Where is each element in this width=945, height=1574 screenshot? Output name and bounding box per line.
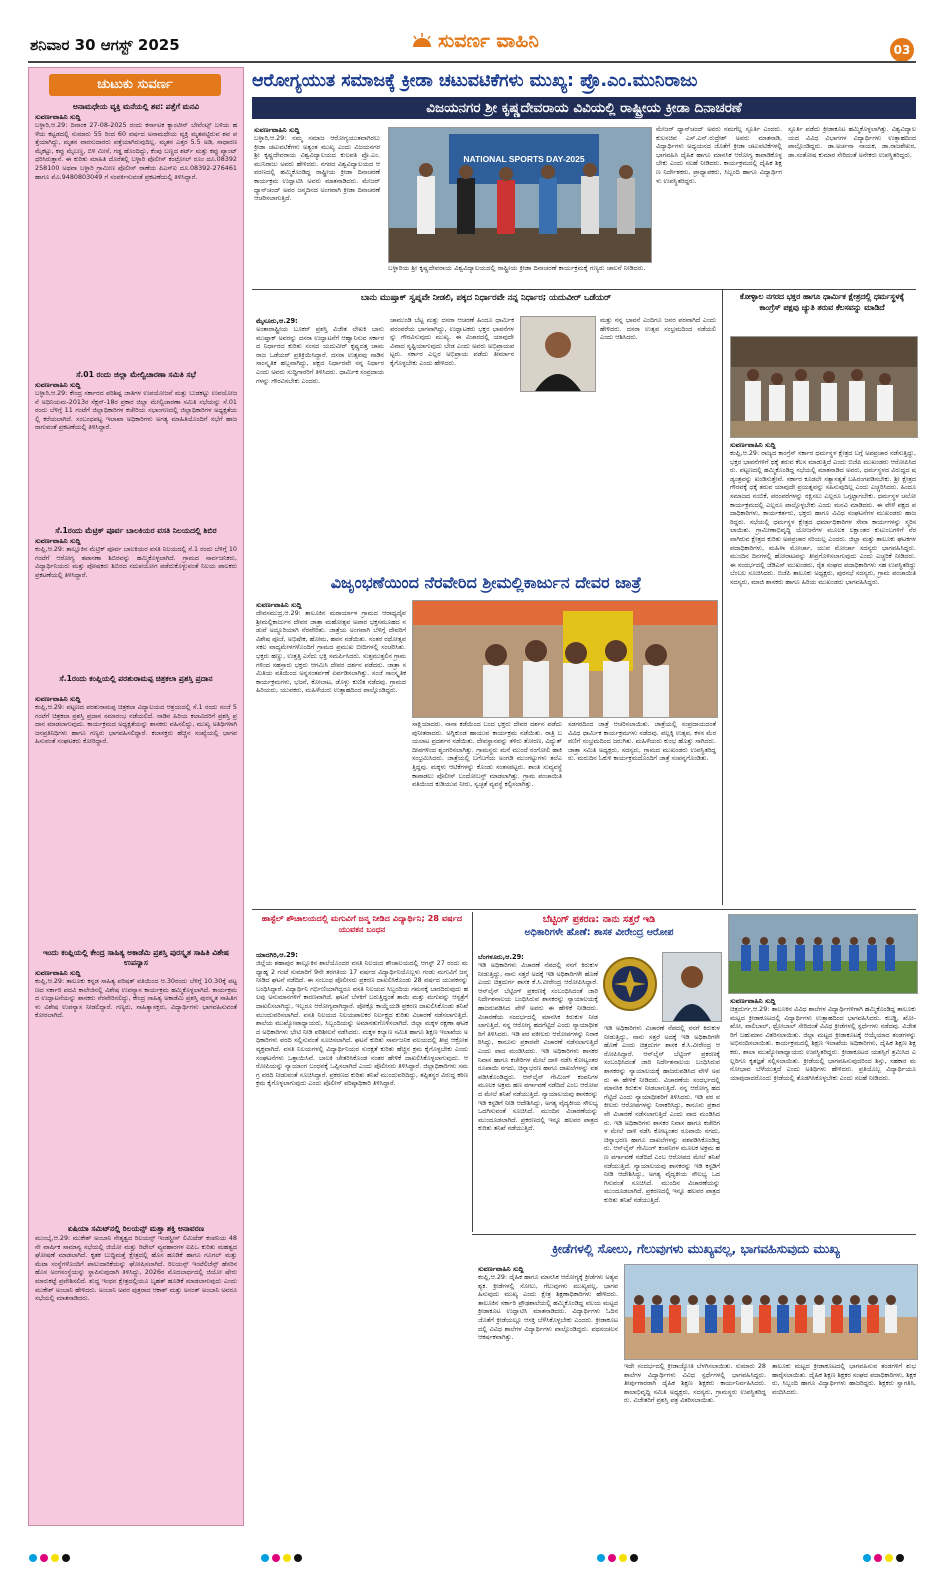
cricket-body: ಚಿತ್ರದುರ್ಗ,ಆ.29: ತಾಲೂಕಿನ ವಿವಿಧ ಶಾಲೆಗಳ ವಿದ್ಯಾರ್ಥಿಗಳಿಗಾಗಿ ಹಮ್ಮಿಕೊಂಡಿದ್ದ ತಾಲೂಕು ಮಟ್ಟದ ಕ್ರೀಡಾಕೂಟದಲ್ಲಿ ವಿದ್ಯಾರ್ಥಿಗಳು ಉತ್ಸಾಹದಿಂದ ಭಾಗವಹಿಸಿದರು. ಕಬಡ್ಡಿ, ಖೋ-ಖೋ, ವಾಲಿಬಾಲ್, ಥ್ರೋಬಾಲ್ ಸೇರಿದಂತೆ ವಿವಿಧ ಕ್ರೀಡೆಗಳಲ್ಲಿ ಸ್ಪರ್ಧೆಗಳು ನಡೆದವು. ವಿಜೇತರಿಗೆ ಬಹುಮಾನ ವಿತರಿಸಲಾಯಿತು. ಜಿಲ್ಲಾ ಮಟ್ಟದ ಕ್ರೀಡಾಕೂಟಕ್ಕೆ ಆಯ್ಕೆಯಾದ ತಂಡಗಳನ್ನು ಅಭಿನಂದಿಸಲಾಯಿತು. ಕಾರ್ಯಕ್ರಮದಲ್ಲಿ ಶಿಕ್ಷಣ ಇಲಾಖೆಯ ಅಧಿಕಾರಿಗಳು, ದೈಹಿಕ ಶಿಕ್ಷಣ ಶಿಕ್ಷಕರು, ಶಾಲಾ ಮುಖ್ಯೋಪಾಧ್ಯಾಯರು ಉಪಸ್ಥಿತರಿದ್ದರು. ಕ್ರೀಡಾಕೂಟದ ಯಶಸ್ಸಿಗೆ ಶ್ರಮಿಸಿದ ಎಲ್ಲರಿಗೂ ಕೃತಜ್ಞತೆ ಸಲ್ಲಿಸಲಾಯಿತು. ಕ್ರೀಡೆಯಲ್ಲಿ ಭಾಗವಹಿಸುವುದರಿಂದ ಶಿಸ್ತು, ಸಹಕಾರ ಮನೋಭಾವ ಬೆಳೆಯುತ್ತದೆ ಎಂದು ಅತಿಥಿಗಳು ಹೇಳಿದರು. ಪ್ರತಿಯೊಬ್ಬ ವಿದ್ಯಾರ್ಥಿಯೂ ಯಾವುದಾದರೊಂದು ಕ್ರೀಡೆಯಲ್ಲಿ ತೊಡಗಿಸಿಕೊಳ್ಳಬೇಕು ಎಂದು ಸಲಹೆ ನೀಡಿದರು. <box>730 1005 916 1082</box>
jatre-body-right: ಸಡಗರದಿಂದ ಜಾತ್ರೆ ಆಚರಿಸಲಾಯಿತು. ಜಾತ್ರೆಯಲ್ಲಿ ಸಂಪ್ರದಾಯದಂತೆ ವಿವಿಧ ಧಾರ್ಮಿಕ ಕಾರ್ಯಕ್ರಮಗಳು ನಡೆದವು. ಪಲ್ಲಕ್ಕಿ ಉತ್ಸವ, ಕಳಸ ಮೆರವಣಿಗೆ ಸಂಭ್ರಮದಿಂದ ಜರುಗಿತು. ಮಹಿಳೆಯರು ಕುಂಭ ಹೊತ್ತು ಸಾಗಿದರು. ಜಾತ್ರಾ ಸಮಿತಿ ಅಧ್ಯಕ್ಷರು, ಸದಸ್ಯರು, ಗ್ರಾಮದ ಮುಖಂಡರು ಉಪಸ್ಥಿತರಿದ್ದರು. ಮರುದಿನ ಓಕುಳಿ ಕಾರ್ಯಕ್ರಮದೊಂದಿಗೆ ಜಾತ್ರೆ ಸಂಪನ್ನಗೊಂಡಿತು. <box>568 720 716 763</box>
jatre-body-mid: ಸಾಕ್ಷಿಯಾದರು. ನಾನಾ ಕಡೆಯಿಂದ ಬಂದ ಭಕ್ತರು ದೇವರ ದರ್ಶನ ಪಡೆದು ಪುನೀತರಾದರು. ಅಗ್ನಿಕುಂಡ ಹಾಯುವ ಕಾರ್ಯಕ್ರಮ ನಡೆಯಿತು. ರಾತ್ರಿ ಬಯಲಾಟ ಪ್ರದರ್ಶನ ನಡೆಯಿತು. ದೇವಸ್ಥಾನವನ್ನು ತಳಿರು ತೋರಣ, ವಿದ್ಯುತ್ ದೀಪಗಳಿಂದ ಶೃಂಗರಿಸಲಾಗಿತ್ತು. ಗ್ರಾಮಸ್ಥರು ಮನೆ ಮುಂದೆ ರಂಗೋಲಿ ಹಾಕಿ ಸಂಭ್ರಮಿಸಿದರು. ಜಾತ್ರೆಯಲ್ಲಿ ಬಗೆಬಗೆಯ ಅಂಗಡಿ ಮುಂಗಟ್ಟುಗಳು ತಲೆಎತ್ತಿದ್ದವು. ಮಕ್ಕಳು ಆಟಿಕೆಗಳನ್ನು ಕೊಂಡು ಸಂತಸಪಟ್ಟರು. ಶಾಂತಿ ಸುವ್ಯವಸ್ಥೆ ಕಾಪಾಡಲು ಪೊಲೀಸ್ ಬಂದೋಬಸ್ತ್ ಮಾಡಲಾಗಿತ್ತು. ಗ್ರಾಮ ಪಂಚಾಯಿತಿ ವತಿಯಿಂದ ಕುಡಿಯುವ ನೀರು, ಸ್ವಚ್ಛತೆ ವ್ಯವಸ್ಥೆ ಕಲ್ಪಿಸಲಾಗಿತ್ತು. <box>412 720 562 789</box>
betting-headline-line1: ಬೆಟ್ಟಿಂಗ್ ಪ್ರಕರಣ: ನಾನು ಸತ್ತರೆ ಇಡಿ <box>542 914 656 925</box>
bhanu-col-a <box>256 316 384 566</box>
jatre-headline: ವಿಜೃಂಭಣೆಯಿಂದ ನೆರವೇರಿದ ಶ್ರೀಮಲ್ಲಿಕಾರ್ಜುನ ದೇವರ ಜಾತ್ರೆ <box>330 573 642 592</box>
sports-body-c: ತಾಲೂಕು ಮಟ್ಟದ ಕ್ರೀಡಾಕೂಟದಲ್ಲಿ ಭಾಗವಹಿಸುವ ತಂಡಗಳಿಗೆ ಶುಭ ಹಾರೈಸಲಾಯಿತು. ದೈಹಿಕ ಶಿಕ್ಷಣ ಶಿಕ್ಷಕರ ಸಂಘದ ಪದಾಧಿಕಾರಿಗಳು, ಶಿಕ್ಷಕರು, ಸಿಬ್ಬಂದಿ ಹಾಗೂ ವಿದ್ಯಾರ್ಥಿಗಳು ಹಾಜರಿದ್ದರು. ಶಿಕ್ಷಕರು ಸ್ವಾಗತಿಸಿ, ವಂದಿಸಿದರು. <box>772 1362 916 1396</box>
column-divider <box>472 912 473 1232</box>
sidebar-item-heading: ಅನಾಮಧೇಯ ವ್ಯಕ್ತಿ ಮನೆಯಲ್ಲಿ ಶವ: ಪತ್ತೆಗೆ ಮನವಿ <box>72 102 200 111</box>
lead-body-right: ಮೇಜರ್ ಧ್ಯಾನ್‌ಚಂದ್ ಅವರು ನಮಗೆಲ್ಲ ಸ್ಫೂರ್ತಿ ಎಂದರು. ಕುಲಸಚಿವ ಎಸ್.ಎನ್.ರುದ್ರೇಶ್ ಅವರು ಮಾತನಾಡಿ, ವಿದ್ಯಾರ್ಥಿಗಳು ಅಧ್ಯಯನದ ಜೊತೆಗೆ ಕ್ರೀಡಾ ಚಟುವಟಿಕೆಗಳಲ್ಲಿ ಭಾಗವಹಿಸಿ ದೈಹಿಕ ಹಾಗೂ ಮಾನಸಿಕ ಆರೋಗ್ಯ ಕಾಪಾಡಿಕೊಳ್ಳಬೇಕು ಎಂದು ಸಲಹೆ ನೀಡಿದರು. ಕಾರ್ಯಕ್ರಮದಲ್ಲಿ ದೈಹಿಕ ಶಿಕ್ಷಣ ನಿರ್ದೇಶಕರು, ಪ್ರಾಧ್ಯಾಪಕರು, ಸಿಬ್ಬಂದಿ ಹಾಗೂ ವಿದ್ಯಾರ್ಥಿಗಳು ಉಪಸ್ಥಿತರಿದ್ದರು. <box>656 125 782 185</box>
sidebar-item-body: ಕಂಪ್ಲಿ,ಆ.29: ತಾಲ್ಲೂಕಿನ ಮೆಟ್ರಿಕ್ ಪೂರ್ವ ಬಾಲಕಿಯರ ವಸತಿ ನಿಲಯದಲ್ಲಿ ಸೆ.1 ರಂದು ಬೆಳಿಗ್ಗೆ 10 ಗಂಟೆಗೆ ಆರೋಗ್ಯ ತಪಾಸಣಾ ಶಿಬಿರವನ್ನು ಹಮ್ಮಿಕೊಳ್ಳಲಾಗಿದೆ. ಗ್ರಾಮದ ಸಾರ್ವಜನಿಕರು, ವಿದ್ಯಾರ್ಥಿನಿಯರು ಮತ್ತು ಪೋಷಕರು ಶಿಬಿರದ ಸದುಪಯೋಗ ಪಡೆದುಕೊಳ್ಳುವಂತೆ ನಿಲಯ ಪಾಲಕರು ಪ್ರಕಟಣೆಯಲ್ಲಿ ತಿಳಿಸಿದ್ದಾರೆ. <box>35 545 237 579</box>
page-number: 03 <box>893 43 911 57</box>
sports-headline: ಕ್ರೀಡೆಗಳಲ್ಲಿ ಸೋಲು, ಗೆಲುವುಗಳು ಮುಖ್ಯವಲ್ಲ, ಭಾಗವಹಿಸುವುದು ಮುಖ್ಯ <box>552 1241 840 1256</box>
sidebar-item-dateline: ಸುವರ್ಣವಾಹಿನಿ ಸುದ್ದಿ <box>35 695 81 703</box>
sidebar-item <box>35 102 237 338</box>
sidebar-item-dateline: ಸುವರ್ಣವಾಹಿನಿ ಸುದ್ದಿ <box>35 381 81 389</box>
betting-body: ಇಡಿ ಅಧಿಕಾರಿಗಳು ವಿಚಾರಣೆ ನೆಪದಲ್ಲಿ ನನಗೆ ಕಿರುಕುಳ ನೀಡುತ್ತಿದ್ದು, ನಾನು ಸತ್ತರೆ ಅದಕ್ಕೆ ಇಡಿ ಅಧಿಕಾರಿಗಳೇ ಹೊಣೆ ಎಂದು ಚಿತ್ರದುರ್ಗ ಶಾಸಕ ಕೆ.ಸಿ.ವೀರೇಂದ್ರ ಆರೋಪಿಸಿದ್ದಾರೆ. ಆನ್‌ಲೈನ್ ಬೆಟ್ಟಿಂಗ್ ಪ್ರಕರಣಕ್ಕೆ ಸಂಬಂಧಿಸಿದಂತೆ ಜಾರಿ ನಿರ್ದೇಶನಾಲಯ ಬಂಧಿಸಿರುವ ಶಾಸಕರನ್ನು ನ್ಯಾಯಾಲಯಕ್ಕೆ ಹಾಜರುಪಡಿಸಿದ ವೇಳೆ ಅವರು ಈ ಹೇಳಿಕೆ ನೀಡಿದರು. ವಿಚಾರಣೆಯ ಸಂದರ್ಭದಲ್ಲಿ ಮಾನಸಿಕ ಕಿರುಕುಳ ನೀಡಲಾಗುತ್ತಿದೆ. ನನ್ನ ಆರೋಗ್ಯ ಹದಗೆಟ್ಟಿದೆ ಎಂದು ನ್ಯಾಯಾಧೀಶರಿಗೆ ತಿಳಿಸಿದರು. ಇಡಿ ಪರ ವಕೀಲರು ಆರೋಪಗಳನ್ನು ನಿರಾಕರಿಸಿದ್ದು, ಕಾನೂನು ಪ್ರಕಾರವೇ ವಿಚಾರಣೆ ನಡೆಸಲಾಗುತ್ತಿದೆ ಎಂದು ವಾದ ಮಂಡಿಸಿದರು. ಇಡಿ ಅಧಿಕಾರಿಗಳು ಶಾಸಕರ ನಿವಾಸ ಹಾಗೂ ಕಚೇರಿಗಳ ಮೇಲೆ ದಾಳಿ ನಡೆಸಿ ಕೋಟ್ಯಂತರ ರೂಪಾಯಿ ನಗದು, ಚಿನ್ನಾಭರಣ ಹಾಗೂ ದಾಖಲೆಗಳನ್ನು ವಶಪಡಿಸಿಕೊಂಡಿದ್ದರು. ಆನ್‌ಲೈನ್ ಗೇಮಿಂಗ್ ಕಂಪನಿಗಳ ಮೂಲಕ ಅಕ್ರಮ ಹಣ ವರ್ಗಾವಣೆ ನಡೆದಿದೆ ಎಂಬ ಆರೋಪದ ಮೇಲೆ ತನಿಖೆ ನಡೆಯುತ್ತಿದೆ. ನ್ಯಾಯಾಲಯವು ಶಾಸಕರನ್ನು ಇಡಿ ಕಸ್ಟಡಿಗೆ ನೀಡಿ ಆದೇಶಿಸಿದ್ದು, ಅಗತ್ಯ ವೈದ್ಯಕೀಯ ಸೌಲಭ್ಯ ಒದಗಿಸುವಂತೆ ಸೂಚಿಸಿದೆ. ಮುಂದಿನ ವಿಚಾರಣೆಯನ್ನು ಮುಂದೂಡಲಾಗಿದೆ. ಪ್ರಕರಣದಲ್ಲಿ ಇನ್ನೂ ಹಲವರ ಪಾತ್ರದ ಕುರಿತು ತನಿಖೆ ನಡೆಯುತ್ತಿದೆ. <box>478 961 598 1133</box>
sidebar-item-dateline: ಸುವರ್ಣವಾಹಿನಿ ಸುದ್ದಿ <box>35 537 81 545</box>
bhanu-body-b: ಚಾಮುಂಡಿ ಬೆಟ್ಟ ಮತ್ತು ದಸರಾ ಆಚರಣೆ ಹಿಂದೂ ಧಾರ್ಮಿಕ ಪರಂಪರೆಯ ಭಾಗವಾಗಿದ್ದು, ಉದ್ಘಾಟಕರು ಭಕ್ತರ ಭಾವನೆಗಳನ್ನು ಗೌರವಿಸುವುದು ಮುಖ್ಯ. ಈ ವಿಚಾರದಲ್ಲಿ ಯಾವುದೇ ವಿವಾದ ಸೃಷ್ಟಿಯಾಗುವುದು ಬೇಡ ಎಂದು ಅವರು ಅಭಿಪ್ರಾಯಪಟ್ಟರು. ಸರ್ಕಾರ ಎಲ್ಲರ ಅಭಿಪ್ರಾಯ ಪಡೆದು ತೀರ್ಮಾನ ಕೈಗೊಳ್ಳಬೇಕು ಎಂದು ಹೇಳಿದರು. <box>390 316 514 367</box>
registration-mark-icon <box>28 1548 88 1558</box>
sidebar-item-dateline: ಸುವರ್ಣವಾಹಿನಿ ಸುದ್ದಿ <box>35 113 81 121</box>
sidebar-item-dateline: ಸುವರ್ಣವಾಹಿನಿ ಸುದ್ದಿ <box>35 969 81 977</box>
lead-body-far: ಸ್ಫೂರ್ತಿ ಪಡೆದು ಕ್ರೀಡಾಕೂಟ ಹಮ್ಮಿಕೊಳ್ಳಲಾಗಿತ್ತು. ವಿಶ್ವವಿದ್ಯಾಲಯದ ವಿವಿಧ ವಿಭಾಗಗಳ ವಿದ್ಯಾರ್ಥಿಗಳು ಉತ್ಸಾಹದಿಂದ ಪಾಲ್ಗೊಂಡಿದ್ದರು. ಡಾ.ಅರ್ಚನಾ ನಾಯಕ, ಡಾ.ರಾಜಶೇಖರ, ಡಾ.ಸಂತೋಷ ಕುಮಾರ ಸೇರಿದಂತೆ ಅನೇಕರು ಉಪಸ್ಥಿತರಿದ್ದರು. <box>788 125 916 159</box>
sidebar-item <box>35 526 237 666</box>
bhanu-dateline: ಮೈಸೂರು,ಆ.29: <box>256 317 298 325</box>
registration-mark-icon <box>260 1548 320 1558</box>
koppala-text <box>730 440 916 902</box>
lead-column-left <box>254 125 380 285</box>
cricket-photo <box>728 914 918 994</box>
betting-headline <box>476 913 722 949</box>
ed-emblem-icon <box>602 956 658 1012</box>
lead-subhead-text: ವಿಜಯನಗರ ಶ್ರೀ ಕೃಷ್ಣದೇವರಾಯ ವಿವಿಯಲ್ಲಿ ರಾಷ್ಟ್ರೀಯ ಕ್ರೀಡಾ ದಿನಾಚರಣೆ <box>426 100 742 116</box>
section-divider <box>472 1234 916 1235</box>
cricket-text <box>730 996 916 1232</box>
bhanu-body-c: ಮತ್ತು ನನ್ನ ಭಾವನೆ ಎಂದಿಗೂ ಜನರ ಪರವಾಗಿದೆ ಎಂದು ಹೇಳಿದರು. ದಸರಾ ಉತ್ಸವ ಸಂಭ್ರಮದಿಂದ ನಡೆಯಲಿ ಎಂದು ಆಶಿಸಿದರು. <box>600 316 716 342</box>
sidebar-item <box>35 948 237 1218</box>
paper-name <box>370 30 580 60</box>
sports-body-b: ಇದೇ ಸಂದರ್ಭದಲ್ಲಿ ಕ್ರೀಡಾಜ್ಯೋತಿ ಬೆಳಗಿಸಲಾಯಿತು. ಸುಮಾರು 28 ಶಾಲೆಗಳ ವಿದ್ಯಾರ್ಥಿಗಳು ವಿವಿಧ ಸ್ಪರ್ಧೆಗಳಲ್ಲಿ ಭಾಗವಹಿಸಿದ್ದರು. ತೀರ್ಪುಗಾರರಾಗಿ ದೈಹಿಕ ಶಿಕ್ಷಣ ಶಿಕ್ಷಕರು ಕಾರ್ಯನಿರ್ವಹಿಸಿದರು. ಶಾಲಾಭಿವೃದ್ಧಿ ಸಮಿತಿ ಅಧ್ಯಕ್ಷರು, ಸದಸ್ಯರು, ಗ್ರಾಮಸ್ಥರು ಉಪಸ್ಥಿತರಿದ್ದರು. ವಿಜೇತರಿಗೆ ಪ್ರಶಸ್ತಿ ಪತ್ರ ವಿತರಿಸಲಾಯಿತು. <box>624 1362 766 1405</box>
sidebar-title-banner <box>49 74 221 96</box>
lead-photo-banner: NATIONAL SPORTS DAY-2025 <box>463 154 585 164</box>
hostel-body: ಜಿಲ್ಲೆಯ ಶಹಾಪುರ ತಾಲ್ಲೂಕಿನ ಶಾಲೆಯೊಂದರ ವಸತಿ ನಿಲಯದ ಶೌಚಾಲಯದಲ್ಲಿ ಆಗಸ್ಟ್ 27 ರಂದು ಮಧ್ಯಾಹ್ನ 2 ಗಂಟೆ ಸುಮಾರಿಗೆ 9ನೇ ತರಗತಿಯ 17 ವರ್ಷದ ವಿದ್ಯಾರ್ಥಿನಿಯೊಬ್ಬಳು ಗಂಡು ಮಗುವಿಗೆ ಜನ್ಮ ನೀಡಿದ ಘಟನೆ ನಡೆದಿದೆ. ಈ ಸಂಬಂಧ ಪೊಲೀಸರು ಪ್ರಕರಣ ದಾಖಲಿಸಿಕೊಂಡು 28 ವರ್ಷದ ಯುವಕನನ್ನು ಬಂಧಿಸಿದ್ದಾರೆ. ವಿದ್ಯಾರ್ಥಿನಿ ಗರ್ಭಿಣಿಯಾಗಿದ್ದರೂ ವಸತಿ ನಿಲಯದ ಸಿಬ್ಬಂದಿಯ ಗಮನಕ್ಕೆ ಬಾರದಿರುವುದು ಹಲವು ಅನುಮಾನಗಳಿಗೆ ಕಾರಣವಾಗಿದೆ. ಘಟನೆ ಬೆಳಕಿಗೆ ಬರುತ್ತಿದ್ದಂತೆ ತಾಯಿ ಮತ್ತು ಮಗುವನ್ನು ಆಸ್ಪತ್ರೆಗೆ ದಾಖಲಿಸಲಾಗಿದ್ದು, ಇಬ್ಬರೂ ಆರೋಗ್ಯವಾಗಿದ್ದಾರೆ. ಪೋಕ್ಸೊ ಕಾಯ್ದೆಯಡಿ ಪ್ರಕರಣ ದಾಖಲಿಸಿಕೊಂಡು ತನಿಖೆ ಮುಂದುವರಿಸಲಾಗಿದೆ. ವಸತಿ ನಿಲಯದ ನಿಲಯಪಾಲಕರ ನಿರ್ಲಕ್ಷ್ಯದ ಕುರಿತು ವಿಚಾರಣೆ ನಡೆಸಲಾಗುತ್ತಿದೆ. ಶಾಲೆಯ ಮುಖ್ಯೋಪಾಧ್ಯಾಯರು, ಸಿಬ್ಬಂದಿಯನ್ನು ಅಮಾನತುಗೊಳಿಸಲಾಗಿದೆ. ಜಿಲ್ಲಾ ಮಕ್ಕಳ ರಕ್ಷಣಾ ಘಟಕದ ಅಧಿಕಾರಿಗಳು ಭೇಟಿ ನೀಡಿ ಪರಿಶೀಲನೆ ನಡೆಸಿದರು. ಮಕ್ಕಳ ಕಲ್ಯಾಣ ಸಮಿತಿ ಹಾಗೂ ಶಿಕ್ಷಣ ಇಲಾಖೆಯ ಅಧಿಕಾರಿಗಳು ವರದಿ ಸಲ್ಲಿಸುವಂತೆ ಸೂಚಿಸಲಾಗಿದೆ. ಘಟನೆ ಕುರಿತು ಸಾರ್ವಜನಿಕ ವಲಯದಲ್ಲಿ ತೀವ್ರ ಆಕ್ರೋಶ ವ್ಯಕ್ತವಾಗಿದೆ. ವಸತಿ ನಿಲಯಗಳಲ್ಲಿ ವಿದ್ಯಾರ್ಥಿನಿಯರ ಸುರಕ್ಷತೆ ಕುರಿತು ಹೆಚ್ಚಿನ ಕ್ರಮ ಕೈಗೊಳ್ಳಬೇಕು ಎಂದು ಸಂಘಟನೆಗಳು ಒತ್ತಾಯಿಸಿವೆ. ಬಾಲಕಿ ಚೇತರಿಸಿಕೊಂಡ ನಂತರ ಹೇಳಿಕೆ ದಾಖಲಿಸಿಕೊಳ್ಳಲಾಗುವುದು. ಆರೋಪಿಯನ್ನು ನ್ಯಾಯಾಂಗ ಬಂಧನಕ್ಕೆ ಒಪ್ಪಿಸಲಾಗಿದೆ ಎಂದು ಪೊಲೀಸರು ತಿಳಿಸಿದ್ದಾರೆ. ಜಿಲ್ಲಾಧಿಕಾರಿಗಳು ಸಮಗ್ರ ವರದಿ ನೀಡುವಂತೆ ಸೂಚಿಸಿದ್ದಾರೆ. ಪ್ರಕರಣದ ಕುರಿತು ತನಿಖೆ ಮುಂದುವರಿದಿದ್ದು, ತಪ್ಪಿತಸ್ಥರ ವಿರುದ್ಧ ಕಠಿಣ ಕ್ರಮ ಕೈಗೊಳ್ಳಲಾಗುವುದು ಎಂದು ಪೊಲೀಸ್ ವರಿಷ್ಠಾಧಿಕಾರಿ ತಿಳಿಸಿದ್ದಾರೆ. <box>256 959 468 1088</box>
sidebar-item <box>35 370 237 520</box>
betting-text-left <box>478 952 598 1230</box>
page-number-badge <box>890 38 914 62</box>
cricket-dateline: ಸುವರ್ಣವಾಹಿನಿ ಸುದ್ದಿ <box>730 997 776 1005</box>
betting-headline-line2: ಅಧಿಕಾರಿಗಳೇ ಹೊಣೆ: ಶಾಸಕ ವೀರೇಂದ್ರ ಆರೋಪ <box>524 927 674 938</box>
jatre-col-left <box>256 600 406 902</box>
betting-dateline: ಬೆಂಗಳೂರು,ಆ.29: <box>478 953 524 961</box>
sidebar-item-body: ಕಂಪ್ಲಿ,ಆ.29: ಪಟ್ಟಣದ ಪರಶುರಾಮಪ್ಪ ಚಿತ್ರಕಲಾ ವಿದ್ಯಾಲಯದ ಆಶ್ರಯದಲ್ಲಿ ಸೆ.1 ರಂದು ಸಂಜೆ 5 ಗಂಟೆಗೆ ಚಿತ್ರಕಲಾ ಪ್ರಶಸ್ತಿ ಪ್ರದಾನ ಸಮಾರಂಭ ನಡೆಯಲಿದೆ. ನಾಡಿನ ಹಿರಿಯ ಕಲಾವಿದರಿಗೆ ಪ್ರಶಸ್ತಿ ಪ್ರದಾನ ಮಾಡಲಾಗುವುದು. ಕಾರ್ಯಕ್ರಮದ ಅಧ್ಯಕ್ಷತೆಯನ್ನು ಶಾಸಕರು ವಹಿಸಲಿದ್ದು, ಮುಖ್ಯ ಅತಿಥಿಗಳಾಗಿ ಜನಪ್ರತಿನಿಧಿಗಳು ಹಾಗೂ ಗಣ್ಯರು ಭಾಗವಹಿಸಲಿದ್ದಾರೆ. ಕಲಾಸಕ್ತರು ಹೆಚ್ಚಿನ ಸಂಖ್ಯೆಯಲ್ಲಿ ಭಾಗವಹಿಸುವಂತೆ ಸಂಘಟಕರು ಕೋರಿದ್ದಾರೆ. <box>35 703 237 746</box>
sidebar-title: ಚುಟುಕು ಸುವರ್ಣ <box>97 77 173 92</box>
registration-mark-icon <box>596 1548 656 1558</box>
lead-photo <box>388 127 652 263</box>
sidebar <box>28 67 244 1526</box>
lead-subhead <box>252 97 916 119</box>
sun-logo-icon <box>411 33 433 49</box>
masthead-date: ಶನಿವಾರ 30 ಆಗಸ್ಟ್ 2025 <box>30 36 180 54</box>
paper-name-text: ಸುವರ್ಣ ವಾಹಿನಿ <box>438 30 539 52</box>
column-divider <box>722 290 723 905</box>
sports-photo <box>624 1264 918 1360</box>
sports-col-a <box>478 1264 618 1524</box>
sports-body-a: ಕಂಪ್ಲಿ,ಆ.29: ದೈಹಿಕ ಹಾಗೂ ಮಾನಸಿಕ ಆರೋಗ್ಯಕ್ಕೆ ಕ್ರೀಡೆಗಳು ಅತ್ಯವಶ್ಯಕ. ಕ್ರೀಡೆಗಳಲ್ಲಿ ಸೋಲು, ಗೆಲುವುಗಳು ಮುಖ್ಯವಲ್ಲ, ಭಾಗವಹಿಸುವುದು ಮುಖ್ಯ ಎಂದು ಕ್ಷೇತ್ರ ಶಿಕ್ಷಣಾಧಿಕಾರಿಗಳು ಹೇಳಿದರು. ತಾಲೂಕಿನ ಸರ್ಕಾರಿ ಪ್ರೌಢಶಾಲೆಯಲ್ಲಿ ಹಮ್ಮಿಕೊಂಡಿದ್ದ ವಲಯ ಮಟ್ಟದ ಕ್ರೀಡಾಕೂಟ ಉದ್ಘಾಟಿಸಿ ಮಾತನಾಡಿದರು. ವಿದ್ಯಾರ್ಥಿಗಳು ಓದಿನ ಜೊತೆಗೆ ಕ್ರೀಡೆಯಲ್ಲೂ ಆಸಕ್ತಿ ಬೆಳೆಸಿಕೊಳ್ಳಬೇಕು ಎಂದರು. ಕ್ರೀಡಾಕೂಟದಲ್ಲಿ ವಿವಿಧ ಶಾಲೆಗಳ ವಿದ್ಯಾರ್ಥಿಗಳು ಪಾಲ್ಗೊಂಡಿದ್ದರು. ಪಥಸಂಚಲನ ಆಕರ್ಷಕವಾಗಿತ್ತು. <box>478 1273 618 1342</box>
registration-mark-icon <box>862 1548 922 1558</box>
sidebar-item-heading: ಏಷಿಯಾ ಸಮಿಟ್‌ನಲ್ಲಿ ರಿಲಯನ್ಸ್ ಮತ್ತಾ ಶಕ್ತಿ ಅನಾವರಣ <box>67 1224 205 1233</box>
sidebar-item-body: ಬಳ್ಳಾರಿ,ಆ.29: ಕೇಂದ್ರ ಸರ್ಕಾರದ ಪರಿಶಿಷ್ಟ ಜಾತಿಗಳ ಉಪಯೋಜನೆ ಮತ್ತು ಬುಡಕಟ್ಟು ಉಪಯೋಜನೆ ಅಧಿನಿಯಮ-2013ರ ಸೆಕ್ಷನ್-18ರ ಪ್ರಕಾರ ಜಿಲ್ಲಾ ಮೇಲ್ವಿಚಾರಣಾ ಸಮಿತಿ ಸಭೆಯನ್ನು ಸೆ.01 ರಂದು ಬೆಳಿಗ್ಗೆ 11 ಗಂಟೆಗೆ ಜಿಲ್ಲಾಧಿಕಾರಿಗಳ ಕಚೇರಿಯ ಸಭಾಂಗಣದಲ್ಲಿ ಜಿಲ್ಲಾಧಿಕಾರಿಗಳ ಅಧ್ಯಕ್ಷತೆಯಲ್ಲಿ ಕರೆಯಲಾಗಿದೆ. ಸಂಬಂಧಪಟ್ಟ ಇಲಾಖಾ ಅಧಿಕಾರಿಗಳು ಅಗತ್ಯ ಮಾಹಿತಿಯೊಂದಿಗೆ ಸಭೆಗೆ ಹಾಜರಾಗುವಂತೆ ಪ್ರಕಟಣೆಯಲ್ಲಿ ತಿಳಿಸಿದ್ದಾರೆ. <box>35 389 237 432</box>
hostel-dateline: ಯಾದಗಿರಿ,ಆ.29: <box>256 951 298 959</box>
lead-dateline: ಸುವರ್ಣವಾಹಿನಿ ಸುದ್ದಿ <box>254 126 300 134</box>
sidebar-item-heading: ಸೆ.1ರಂದು ಮೆಟ್ರಿಕ್ ಪೂರ್ವ ಬಾಲಕಿಯರ ವಸತಿ ನಿಲಯದಲ್ಲಿ ಶಿಬಿರ <box>55 526 217 535</box>
section-divider <box>252 289 916 290</box>
koppala-photo <box>730 336 918 438</box>
jatre-dateline: ಸುವರ್ಣವಾಹಿನಿ ಸುದ್ದಿ <box>256 601 302 609</box>
koppala-body: ಕಂಪ್ಲಿ,ಆ.29: ರಾಜ್ಯದ ಕಾಂಗ್ರೆಸ್ ಸರ್ಕಾರ ಧರ್ಮಸ್ಥಳ ಕ್ಷೇತ್ರದ ಬಗ್ಗೆ ಅಪಪ್ರಚಾರ ನಡೆಸುತ್ತಿದ್ದು, ಭಕ್ತರ ಭಾವನೆಗಳಿಗೆ ಧಕ್ಕೆ ತರುವ ಕೆಲಸ ಮಾಡುತ್ತಿದೆ ಎಂದು ಬಿಜೆಪಿ ಮುಖಂಡರು ಆರೋಪಿಸಿದರು. ಪಟ್ಟಣದಲ್ಲಿ ಹಮ್ಮಿಕೊಂಡಿದ್ದ ಸಭೆಯಲ್ಲಿ ಮಾತನಾಡಿದ ಅವರು, ಧರ್ಮಸ್ಥಳದ ವಿರುದ್ಧದ ಷಡ್ಯಂತ್ರವನ್ನು ಖಂಡಿಸುತ್ತೇವೆ. ಸರ್ಕಾರ ಕೂಡಲೇ ಸತ್ಯಾಸತ್ಯತೆ ಬಹಿರಂಗಪಡಿಸಬೇಕು. ಶ್ರೀ ಕ್ಷೇತ್ರದ ಗೌರವಕ್ಕೆ ಧಕ್ಕೆ ತರುವ ಯಾವುದೇ ಪ್ರಯತ್ನವನ್ನು ಸಹಿಸುವುದಿಲ್ಲ ಎಂದು ಎಚ್ಚರಿಸಿದರು. ಹಿಂದೂ ಸಮಾಜದ ನಂಬಿಕೆ, ಪರಂಪರೆಗಳನ್ನು ರಕ್ಷಿಸಲು ಎಲ್ಲರೂ ಒಗ್ಗಟ್ಟಾಗಬೇಕು. ಧರ್ಮಸ್ಥಳ ಚಲೋ ಕಾರ್ಯಕ್ರಮದಲ್ಲಿ ಎಲ್ಲರೂ ಪಾಲ್ಗೊಳ್ಳಬೇಕು ಎಂದು ಮನವಿ ಮಾಡಿದರು. ಈ ವೇಳೆ ಪಕ್ಷದ ಪದಾಧಿಕಾರಿಗಳು, ಕಾರ್ಯಕರ್ತರು, ಭಕ್ತರು ಹಾಗೂ ವಿವಿಧ ಸಂಘಟನೆಗಳ ಮುಖಂಡರು ಹಾಜರಿದ್ದರು. ಸಭೆಯಲ್ಲಿ ಧರ್ಮಸ್ಥಳ ಕ್ಷೇತ್ರದ ಧರ್ಮಾಧಿಕಾರಿಗಳ ಸೇವಾ ಕಾರ್ಯಗಳನ್ನು ಸ್ಮರಿಸಲಾಯಿತು. ಗ್ರಾಮೀಣಾಭಿವೃದ್ಧಿ ಯೋಜನೆಗಳ ಮೂಲಕ ಲಕ್ಷಾಂತರ ಕುಟುಂಬಗಳಿಗೆ ನೆರವಾಗಿರುವ ಕ್ಷೇತ್ರದ ಕುರಿತು ಅಪಪ್ರಚಾರ ಸರಿಯಲ್ಲ ಎಂದರು. ಜಿಲ್ಲಾ ಮತ್ತು ತಾಲೂಕು ಘಟಕಗಳ ಪದಾಧಿಕಾರಿಗಳು, ಮಹಿಳಾ ಮೋರ್ಚಾ, ಯುವ ಮೋರ್ಚಾ ಸದಸ್ಯರು ಭಾಗವಹಿಸಿದ್ದರು. ಮುಂದಿನ ದಿನಗಳಲ್ಲಿ ಹೋರಾಟವನ್ನು ತೀವ್ರಗೊಳಿಸಲಾಗುವುದು ಎಂದು ಎಚ್ಚರಿಕೆ ನೀಡಿದರು. ಈ ಸಂದರ್ಭದಲ್ಲಿ ಜೆಡಿಎಸ್ ಮುಖಂಡರು, ರೈತ ಸಂಘದ ಪದಾಧಿಕಾರಿಗಳು ಸಹ ಉಪಸ್ಥಿತರಿದ್ದು ಬೆಂಬಲ ಸೂಚಿಸಿದರು. ಬಿಜೆಪಿ ತಾಲೂಕು ಅಧ್ಯಕ್ಷರು, ಪುರಸಭೆ ಸದಸ್ಯರು, ಗ್ರಾಮ ಪಂಚಾಯಿತಿ ಸದಸ್ಯರು, ಮಾಜಿ ಶಾಸಕರು ಹಾಗೂ ಹಿರಿಯ ಮುಖಂಡರು ಭಾಗವಹಿಸಿದ್ದರು. <box>730 449 916 586</box>
sidebar-item-heading: ಸೆ.1ರಂದು ಕಂಪ್ಲಿಯಲ್ಲಿ ಪರಶುರಾಮಪ್ಪ ಚಿತ್ರಕಲಾ ಪ್ರಶಸ್ತಿ ಪ್ರದಾನ <box>59 674 213 683</box>
veerendra-photo <box>662 952 722 1022</box>
yaduveer-photo <box>520 316 596 392</box>
koppala-dateline: ಸುವರ್ಣವಾಹಿನಿ ಸುದ್ದಿ <box>730 441 776 449</box>
betting-body-cont: ಇಡಿ ಅಧಿಕಾರಿಗಳು ವಿಚಾರಣೆ ನೆಪದಲ್ಲಿ ನನಗೆ ಕಿರುಕುಳ ನೀಡುತ್ತಿದ್ದು, ನಾನು ಸತ್ತರೆ ಅದಕ್ಕೆ ಇಡಿ ಅಧಿಕಾರಿಗಳೇ ಹೊಣೆ ಎಂದು ಚಿತ್ರದುರ್ಗ ಶಾಸಕ ಕೆ.ಸಿ.ವೀರೇಂದ್ರ ಆರೋಪಿಸಿದ್ದಾರೆ. ಆನ್‌ಲೈನ್ ಬೆಟ್ಟಿಂಗ್ ಪ್ರಕರಣಕ್ಕೆ ಸಂಬಂಧಿಸಿದಂತೆ ಜಾರಿ ನಿರ್ದೇಶನಾಲಯ ಬಂಧಿಸಿರುವ ಶಾಸಕರನ್ನು ನ್ಯಾಯಾಲಯಕ್ಕೆ ಹಾಜರುಪಡಿಸಿದ ವೇಳೆ ಅವರು ಈ ಹೇಳಿಕೆ ನೀಡಿದರು. ವಿಚಾರಣೆಯ ಸಂದರ್ಭದಲ್ಲಿ ಮಾನಸಿಕ ಕಿರುಕುಳ ನೀಡಲಾಗುತ್ತಿದೆ. ನನ್ನ ಆರೋಗ್ಯ ಹದಗೆಟ್ಟಿದೆ ಎಂದು ನ್ಯಾಯಾಧೀಶರಿಗೆ ತಿಳಿಸಿದರು. ಇಡಿ ಪರ ವಕೀಲರು ಆರೋಪಗಳನ್ನು ನಿರಾಕರಿಸಿದ್ದು, ಕಾನೂನು ಪ್ರಕಾರವೇ ವಿಚಾರಣೆ ನಡೆಸಲಾಗುತ್ತಿದೆ ಎಂದು ವಾದ ಮಂಡಿಸಿದರು. ಇಡಿ ಅಧಿಕಾರಿಗಳು ಶಾಸಕರ ನಿವಾಸ ಹಾಗೂ ಕಚೇರಿಗಳ ಮೇಲೆ ದಾಳಿ ನಡೆಸಿ ಕೋಟ್ಯಂತರ ರೂಪಾಯಿ ನಗದು, ಚಿನ್ನಾಭರಣ ಹಾಗೂ ದಾಖಲೆಗಳನ್ನು ವಶಪಡಿಸಿಕೊಂಡಿದ್ದರು. ಆನ್‌ಲೈನ್ ಗೇಮಿಂಗ್ ಕಂಪನಿಗಳ ಮೂಲಕ ಅಕ್ರಮ ಹಣ ವರ್ಗಾವಣೆ ನಡೆದಿದೆ ಎಂಬ ಆರೋಪದ ಮೇಲೆ ತನಿಖೆ ನಡೆಯುತ್ತಿದೆ. ನ್ಯಾಯಾಲಯವು ಶಾಸಕರನ್ನು ಇಡಿ ಕಸ್ಟಡಿಗೆ ನೀಡಿ ಆದೇಶಿಸಿದ್ದು, ಅಗತ್ಯ ವೈದ್ಯಕೀಯ ಸೌಲಭ್ಯ ಒದಗಿಸುವಂತೆ ಸೂಚಿಸಿದೆ. ಮುಂದಿನ ವಿಚಾರಣೆಯನ್ನು ಮುಂದೂಡಲಾಗಿದೆ. ಪ್ರಕರಣದಲ್ಲಿ ಇನ್ನೂ ಹಲವರ ಪಾತ್ರದ ಕುರಿತು ತನಿಖೆ ನಡೆಯುತ್ತಿದೆ. <box>604 1024 720 1204</box>
lead-photo-caption: ಬಳ್ಳಾರಿಯ ಶ್ರೀ ಕೃಷ್ಣದೇವರಾಯ ವಿಶ್ವವಿದ್ಯಾಲಯದಲ್ಲಿ ರಾಷ್ಟ್ರೀಯ ಕ್ರೀಡಾ ದಿನಾಚರಣೆ ಕಾರ್ಯಕ್ರಮಕ್ಕೆ ಗಣ್ಯರು ಚಾಲನೆ ನೀಡಿದರು. <box>388 264 646 272</box>
sidebar-item-heading: ಸೆ.01 ರಂದು ಜಿಲ್ಲಾ ಮೇಲ್ವಿಚಾರಣಾ ಸಮಿತಿ ಸಭೆ <box>76 370 196 379</box>
jatre-photo <box>412 600 718 718</box>
koppala-headline: ಕೋಳ್ಳಾಲ ನಗರದ ಭಕ್ತರ ಹಾಗೂ ಧಾರ್ಮಿಕ ಕ್ಷೇತ್ರದಲ್ಲಿ ಧರ್ಮಸ್ಥಳಕ್ಕೆ ಕಾಂಗ್ರೆಸ್ ಪಕ್ಷವು ಚ್ಯುತಿ ತರುವ ಕೆಲಸವನ್ನು ಮಾಡಿದೆ <box>739 292 905 312</box>
masthead <box>0 0 945 62</box>
sidebar-item-heading: ಇಂದು ಕಂಪ್ಲಿಯಲ್ಲಿ ಕೇಂದ್ರ ಸಾಹಿತ್ಯ ಅಕಾಡೆಮಿ ಪ್ರಶಸ್ತಿ ಪುರಸ್ಕೃತ ಸಾಹಿತಿ ವಿಶೇಷ ಉಪನ್ಯಾಸ <box>43 948 229 967</box>
lead-headline: ಆರೋಗ್ಯಯುತ ಸಮಾಜಕ್ಕೆ ಕ್ರೀಡಾ ಚಟುವಟಿಕೆಗಳು ಮುಖ್ಯ: ಪ್ರೊ.ಎಂ.ಮುನಿರಾಜು <box>252 71 698 91</box>
sidebar-item <box>35 674 237 944</box>
masthead-rule <box>28 61 916 63</box>
bhanu-body-a: ಅಂತಾರಾಷ್ಟ್ರೀಯ ಬೂಕರ್ ಪ್ರಶಸ್ತಿ ವಿಜೇತ ಲೇಖಕಿ ಬಾನು ಮುಷ್ತಾಕ್ ಅವರನ್ನು ದಸರಾ ಉದ್ಘಾಟನೆಗೆ ಆಹ್ವಾನಿಸುವ ಸರ್ಕಾರದ ನಿರ್ಧಾರದ ಕುರಿತು ಸಂಸದ ಯದುವೀರ್ ಕೃಷ್ಣದತ್ತ ಚಾಮರಾಜ ಒಡೆಯರ್ ಪ್ರತಿಕ್ರಿಯಿಸಿದ್ದಾರೆ. ದಸರಾ ಉತ್ಸವವು ನಾಡಿನ ಸಾಂಸ್ಕೃತಿಕ ಹಬ್ಬವಾಗಿದ್ದು, ಪಕ್ಷದ ನಿರ್ಧಾರವೇ ನನ್ನ ನಿರ್ಧಾರ ಎಂದು ಅವರು ಸುದ್ದಿಗಾರರಿಗೆ ತಿಳಿಸಿದರು. ಧಾರ್ಮಿಕ ಸಂಪ್ರದಾಯಗಳನ್ನು ಗೌರವಿಸಬೇಕು ಎಂದರು. <box>256 325 384 385</box>
section-divider <box>252 909 916 910</box>
hostel-text <box>256 950 468 1524</box>
sidebar-item-body: ಕಂಪ್ಲಿ,ಆ.29: ತಾಲೂಕು ಕನ್ನಡ ಸಾಹಿತ್ಯ ಪರಿಷತ್ ವತಿಯಿಂದ ಆ.30ರಂದು ಬೆಳಿಗ್ಗೆ 10.30ಕ್ಕೆ ಪಟ್ಟಣದ ಸರ್ಕಾರಿ ಪದವಿ ಕಾಲೇಜಿನಲ್ಲಿ ವಿಶೇಷ ಉಪನ್ಯಾಸ ಕಾರ್ಯಕ್ರಮ ಹಮ್ಮಿಕೊಳ್ಳಲಾಗಿದೆ. ಕಾರ್ಯಕ್ರಮದ ಉದ್ಘಾಟನೆಯನ್ನು ಶಾಸಕರು ನೆರವೇರಿಸಲಿದ್ದು, ಕೇಂದ್ರ ಸಾಹಿತ್ಯ ಅಕಾಡೆಮಿ ಪ್ರಶಸ್ತಿ ಪುರಸ್ಕೃತ ಸಾಹಿತಿಗಳು ವಿಶೇಷ ಉಪನ್ಯಾಸ ನೀಡಲಿದ್ದಾರೆ. ಗಣ್ಯರು, ಸಾಹಿತ್ಯಾಸಕ್ತರು, ವಿದ್ಯಾರ್ಥಿಗಳು ಭಾಗವಹಿಸುವಂತೆ ಕೋರಲಾಗಿದೆ. <box>35 977 237 1020</box>
lead-body-left: ಬಳ್ಳಾರಿ,ಆ.29: ನಮ್ಮ ಸಮಾಜ ಆರೋಗ್ಯಯುತವಾಗಿರಲು ಕ್ರೀಡಾ ಚಟುವಟಿಕೆಗಳು ಅತ್ಯಂತ ಮುಖ್ಯ ಎಂದು ವಿಜಯನಗರ ಶ್ರೀ ಕೃಷ್ಣದೇವರಾಯ ವಿಶ್ವವಿದ್ಯಾಲಯದ ಕುಲಪತಿ ಪ್ರೊ.ಎಂ.ಮುನಿರಾಜು ಅವರು ಹೇಳಿದರು. ನಗರದ ವಿಶ್ವವಿದ್ಯಾಲಯದ ಆವರಣದಲ್ಲಿ ಹಮ್ಮಿಕೊಂಡಿದ್ದ ರಾಷ್ಟ್ರೀಯ ಕ್ರೀಡಾ ದಿನಾಚರಣೆ ಕಾರ್ಯಕ್ರಮ ಉದ್ಘಾಟಿಸಿ ಅವರು ಮಾತನಾಡಿದರು. ಮೇಜರ್ ಧ್ಯಾನ್‌ಚಂದ್ ಅವರ ಜನ್ಮದಿನದ ಅಂಗವಾಗಿ ಕ್ರೀಡಾ ದಿನಾಚರಣೆ ಆಚರಿಸಲಾಗುತ್ತಿದೆ. <box>254 134 380 203</box>
hostel-headline: ಹಾಸ್ಟೆಲ್ ಶೌಚಾಲಯದಲ್ಲಿ ಮಗುವಿಗೆ ಜನ್ಮ ನೀಡಿದ ವಿದ್ಯಾರ್ಥಿನಿ; 28 ವರ್ಷದ ಯುವಕನ ಬಂಧನ <box>261 913 463 934</box>
bhanu-headline: ಬಾನು ಮುಷ್ತಾಕ್ ಸ್ವಪ್ನವೇ ನೀಡಲಿ, ಪಕ್ಕದ ನಿರ್ಧಾರವೇ ನನ್ನ ನಿರ್ಧಾರ; ಯದುವೀರ್ ಒಡೆಯರ್ <box>360 292 612 302</box>
sidebar-item-body: ಮುಂಬೈ,ಆ.29: ಮುಕೇಶ್ ಅಂಬಾನಿ ನೇತೃತ್ವದ ರಿಲಯನ್ಸ್ ಇಂಡಸ್ಟ್ರೀಸ್ ಲಿಮಿಟೆಡ್ ಕಂಪನಿಯ 48ನೇ ವಾರ್ಷಿಕ ಸಾಮಾನ್ಯ ಸಭೆಯಲ್ಲಿ ಜಿಯೋ ಮತ್ತು ರಿಟೇಲ್ ವ್ಯವಹಾರಗಳ ಐಪಿಒ ಕುರಿತು ಮಹತ್ವದ ಘೋಷಣೆ ಮಾಡಲಾಗಿದೆ. ಕೃತಕ ಬುದ್ಧಿಮತ್ತೆ ಕ್ಷೇತ್ರದಲ್ಲಿ ಹೊಸ ಹೂಡಿಕೆ ಹಾಗೂ ಗೂಗಲ್ ಮತ್ತು ಮೆಟಾ ಸಂಸ್ಥೆಗಳೊಂದಿಗೆ ಪಾಲುದಾರಿಕೆಯನ್ನು ಘೋಷಿಸಲಾಗಿದೆ. ರಿಲಯನ್ಸ್ ಇಂಟೆಲಿಜೆನ್ಸ್ ಹೆಸರಿನ ಹೊಸ ಅಂಗಸಂಸ್ಥೆಯನ್ನು ಸ್ಥಾಪಿಸುವುದಾಗಿ ತಿಳಿಸಿದ್ದು, 2026ರ ಮೊದಲಾರ್ಧದಲ್ಲಿ ಜಿಯೋ ಷೇರು ಮಾರುಕಟ್ಟೆ ಪ್ರವೇಶಿಸಲಿದೆ. ಶುದ್ಧ ಇಂಧನ ಕ್ಷೇತ್ರದಲ್ಲಿಯೂ ಬೃಹತ್ ಹೂಡಿಕೆ ಮಾಡಲಾಗುವುದು ಎಂದು ಮುಕೇಶ್ ಅಂಬಾನಿ ಹೇಳಿದರು. ಅಂಬಾನಿ ಅವರ ಪುತ್ರರಾದ ಆಕಾಶ್ ಮತ್ತು ಅನಂತ್ ಅಂಬಾನಿ ಅವರೂ ಸಭೆಯಲ್ಲಿ ಮಾತನಾಡಿದರು. <box>35 1234 237 1303</box>
sidebar-item <box>35 1224 237 1520</box>
sidebar-item-body: ಬಳ್ಳಾರಿ,ಆ.29: ದಿನಾಂಕ 27-08-2025 ರಂದು ಕರ್ನಾಟಕ ಕ್ಯಾಂಟೀನ್ ಬೇವೆಂಟ್ಸ್ ಬಳಿಯ ಹಳೆಯ ಕಟ್ಟಡದಲ್ಲಿ ಸುಮಾರು 55 ರಿಂದ 60 ವರ್ಷದ ಅನಾಮಧೇಯ ವ್ಯಕ್ತಿ ಮೃತಪಟ್ಟಿರುವ ಶವ ಪತ್ತೆಯಾಗಿದ್ದು, ಮೃತನ ವಾರಸುದಾರರು ಪತ್ತೆಯಾಗಿರುವುದಿಲ್ಲ. ಮೃತನ ಎತ್ತರ 5.5 ಅಡಿ, ಸಾಧಾರಣ ಮೈಕಟ್ಟು, ಕಪ್ಪು ಮೈಬಣ್ಣ, ಬಿಳಿ ಮೀಸೆ, ಗಡ್ಡ ಹೊಂದಿದ್ದು, ಕೆಂಪು ಬಣ್ಣದ ಶರ್ಟ್ ಮತ್ತು ಕಪ್ಪು ಪ್ಯಾಂಟ್ ಧರಿಸಿರುತ್ತಾನೆ. ಈ ಕುರಿತು ಮಾಹಿತಿ ದೊರೆತಲ್ಲಿ ಬಳ್ಳಾರಿ ಪೊಲೀಸ್ ಕಂಟ್ರೋಲ್ ರೂಂ ದೂ.08392258100 ಅಥವಾ ಬಳ್ಳಾರಿ ಗ್ರಾಮೀಣ ಪೊಲೀಸ್ ಠಾಣೆಯ ಪಿಎಸ್‌ಐ ದೂ.08392-276461 ಹಾಗೂ ಮೊ.9480803049 ಗೆ ಸಂಪರ್ಕಿಸುವಂತೆ ಪ್ರಕಟಣೆಯಲ್ಲಿ ತಿಳಿಸಿದ್ದಾರೆ. <box>35 121 237 181</box>
sports-dateline: ಸುವರ್ಣವಾಹಿನಿ ಸುದ್ದಿ <box>478 1265 524 1273</box>
jatre-body-left: ದೇವಸಮುದ್ರ,ಆ.29: ತಾಲೂಕಿನ ಮರಾರ್ಯಾಳ ಗ್ರಾಮದ ಆರಾಧ್ಯದೈವ ಶ್ರೀಮಲ್ಲಿಕಾರ್ಜುನ ದೇವರ ಜಾತ್ರಾ ಮಹೋತ್ಸವ ಅಪಾರ ಭಕ್ತಸಮೂಹದ ನಡುವೆ ಅದ್ದೂರಿಯಾಗಿ ನೆರವೇರಿತು. ಜಾತ್ರೆಯ ಅಂಗವಾಗಿ ಬೆಳಿಗ್ಗೆ ದೇವರಿಗೆ ವಿಶೇಷ ಪೂಜೆ, ಅಭಿಷೇಕ, ಹೋಮ, ಹವನ ನಡೆಯಿತು. ನಂತರ ರಥೋತ್ಸವ ಸಕಲ ವಾದ್ಯಮೇಳಗಳೊಂದಿಗೆ ಗ್ರಾಮದ ಪ್ರಮುಖ ಬೀದಿಗಳಲ್ಲಿ ಸಂಚರಿಸಿತು. ಭಕ್ತರು ಹಣ್ಣು, ಉತ್ತತ್ತಿ ಎಸೆದು ಭಕ್ತಿ ಸಮರ್ಪಿಸಿದರು. ಸುತ್ತಮುತ್ತಲಿನ ಗ್ರಾಮಗಳಿಂದ ಸಹಸ್ರಾರು ಭಕ್ತರು ಆಗಮಿಸಿ ದೇವರ ದರ್ಶನ ಪಡೆದರು. ಜಾತ್ರಾ ಸಮಿತಿಯ ವತಿಯಿಂದ ಅನ್ನಸಂತರ್ಪಣೆ ಏರ್ಪಡಿಸಲಾಗಿತ್ತು. ಸಂಜೆ ಸಾಂಸ್ಕೃತಿಕ ಕಾರ್ಯಕ್ರಮಗಳು, ಭಜನೆ, ಕೋಲಾಟ, ಡೊಳ್ಳು ಕುಣಿತ ನಡೆದವು. ಗ್ರಾಮದ ಹಿರಿಯರು, ಯುವಕರು, ಮಹಿಳೆಯರು ಉತ್ಸಾಹದಿಂದ ಪಾಲ್ಗೊಂಡಿದ್ದರು. <box>256 609 406 695</box>
